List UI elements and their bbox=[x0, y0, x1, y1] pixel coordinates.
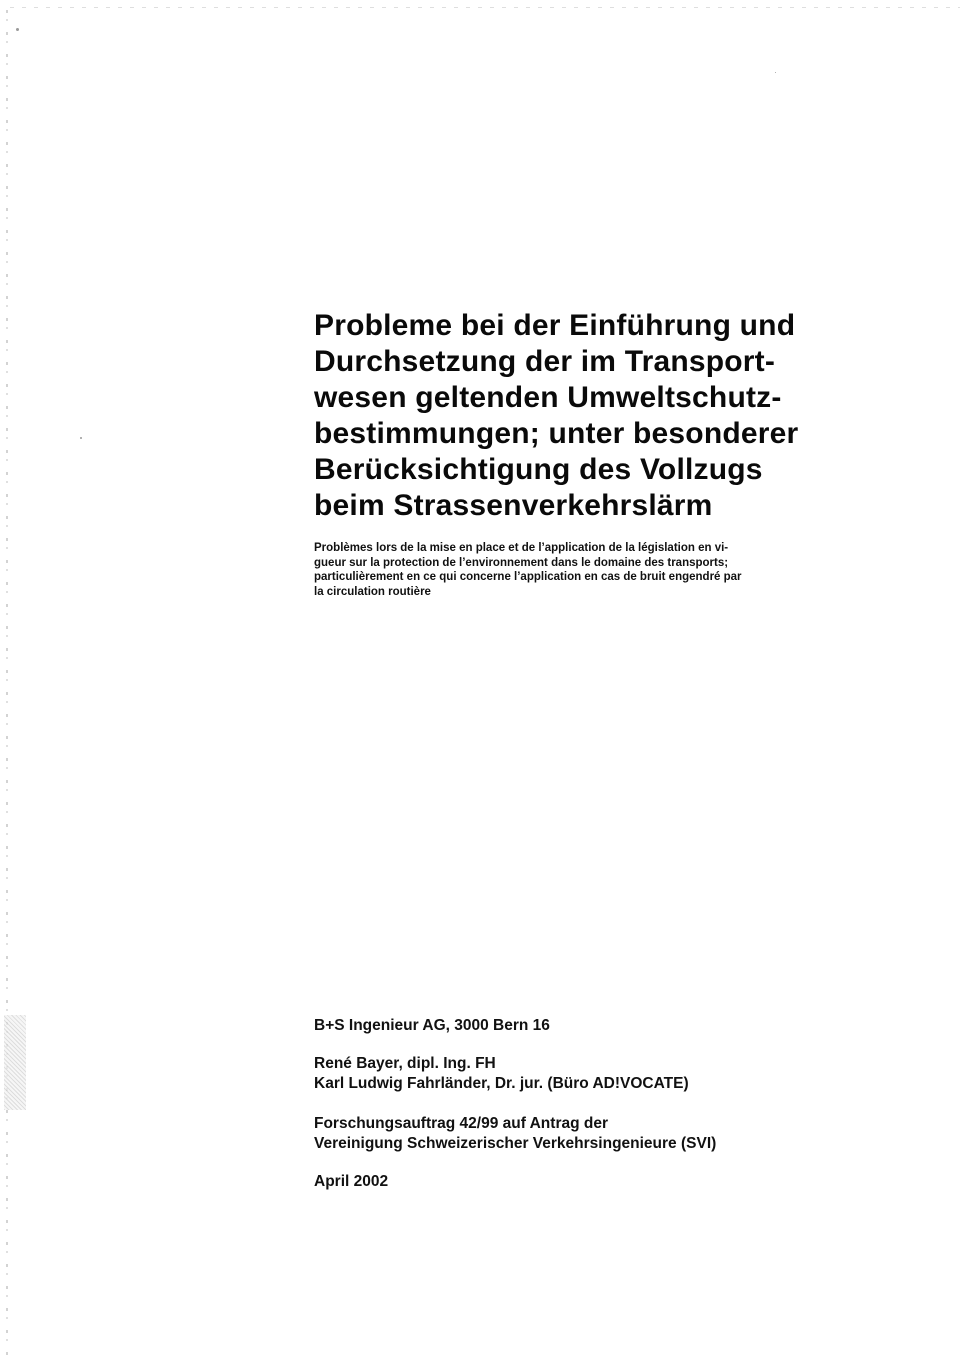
scan-artifact bbox=[4, 1015, 26, 1110]
french-subtitle bbox=[314, 541, 834, 599]
author-line: Karl Ludwig Fahrländer, Dr. jur. (Büro AD!VOCATE) bbox=[314, 1075, 689, 1092]
scan-edge-top bbox=[10, 7, 960, 8]
subtitle-line: particulièrement en ce qui concerne l’application en cas de bruit engendré par bbox=[314, 571, 742, 583]
scan-edge-left bbox=[6, 10, 8, 1360]
mandate-line: Forschungsauftrag 42/99 auf Antrag der bbox=[314, 1115, 608, 1132]
date-text: April 2002 bbox=[314, 1173, 389, 1190]
authors-block bbox=[314, 1054, 874, 1094]
scan-speck bbox=[775, 72, 776, 73]
subtitle-line: Problèmes lors de la mise en place et de l’application de la législation en vi- bbox=[314, 542, 729, 554]
mandate-line: Vereinigung Schweizerischer Verkehrsingenieure (SVI) bbox=[314, 1135, 717, 1152]
company-name: B+S Ingenieur AG, 3000 Bern 16 bbox=[314, 1017, 550, 1034]
title-line: Berücksichtigung des Vollzugs bbox=[314, 453, 763, 486]
title-line: bestimmungen; unter besonderer bbox=[314, 417, 799, 450]
scan-speck bbox=[16, 28, 19, 31]
title-line: Probleme bei der Einführung und bbox=[314, 309, 796, 342]
document-title bbox=[314, 308, 854, 524]
author-line: René Bayer, dipl. Ing. FH bbox=[314, 1055, 496, 1072]
scan-speck bbox=[80, 437, 82, 439]
research-mandate bbox=[314, 1114, 874, 1154]
company-line bbox=[314, 1016, 874, 1036]
subtitle-line: la circulation routière bbox=[314, 585, 431, 598]
subtitle-line: gueur sur la protection de l’environnement dans le domaine des transports; bbox=[314, 556, 729, 569]
title-line: Durchsetzung der im Transport- bbox=[314, 345, 776, 378]
publication-date bbox=[314, 1172, 874, 1192]
title-line: wesen geltenden Umweltschutz- bbox=[314, 381, 782, 414]
title-line: beim Strassenverkehrslärm bbox=[314, 489, 713, 522]
